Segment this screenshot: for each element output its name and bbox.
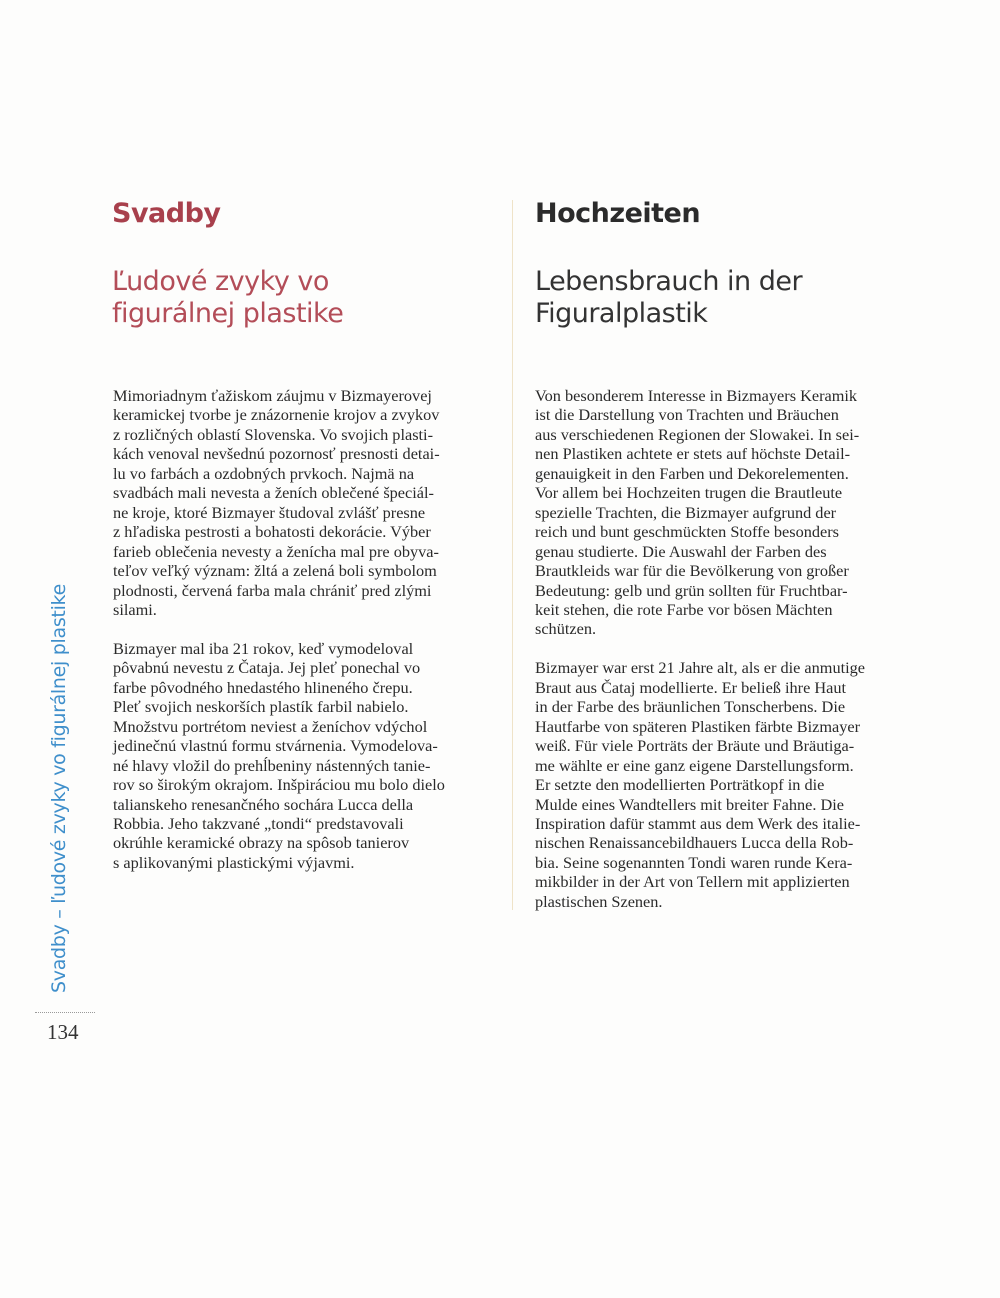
text-line: schützen.: [535, 619, 597, 639]
subtitle-line: figurálnej plastike: [112, 298, 344, 329]
text-line: s aplikovanými plastickými výjavmi.: [113, 852, 355, 872]
subtitle-line: Lebensbrauch in der: [535, 266, 803, 297]
paragraph: [535, 658, 865, 911]
text-line: mikbilder in der Art von Tellern mit applizierten: [535, 872, 850, 892]
left-subtitle: [112, 266, 343, 330]
text-line: pôvabnú nevestu z Čataja. Jej pleť ponechal vo: [113, 658, 421, 678]
text-line: né hlavy vložil do prehĺbeniny nástenných tanie-: [113, 755, 431, 775]
page-number: 134: [47, 1020, 79, 1044]
text-line: in der Farbe des bräunlichen Tonscherbens. Die: [535, 697, 846, 717]
text-line: plodnosti, červená farba mala chrániť pred zlými: [113, 580, 432, 600]
left-column-text: [113, 386, 445, 892]
text-line: reich und bunt geschmückten Stoffe besonders: [535, 522, 839, 542]
text-line: Von besonderem Interesse in Bizmayers Keramik: [535, 386, 858, 405]
text-line: genau studierte. Die Auswahl der Farben des: [535, 541, 827, 561]
text-line: Hautfarbe von späteren Plastiken färbte Bizmayer: [535, 716, 861, 736]
text-line: Inspiration dafür stammt aus dem Werk des italie-: [535, 813, 861, 833]
text-line: rov so širokým okrajom. Inšpiráciou mu bolo dielo: [113, 775, 445, 795]
text-line: keramickej tvorbe je znázornenie krojov a zvykov: [113, 405, 440, 425]
text-line: farbe pôvodného hnedastého hlineného črepu.: [113, 677, 413, 697]
text-line: lu vo farbách a ozdobných prvkoch. Najmä na: [113, 463, 415, 483]
subtitle-line: Ľudové zvyky vo: [112, 266, 329, 297]
paragraph: [535, 386, 865, 639]
paragraph: [113, 386, 445, 619]
text-line: ist die Darstellung von Trachten und Bräuchen: [535, 405, 839, 425]
text-line: aus verschiedenen Regionen der Slowakei. In sei-: [535, 424, 860, 444]
text-line: Robbia. Jeho takzvané „tondi“ predstavovali: [113, 813, 404, 833]
text-line: Brautkleids war für die Bevölkerung von großer: [535, 561, 849, 581]
text-line: weiß. Für viele Porträts der Bräute und Bräutiga-: [535, 736, 855, 756]
text-line: Bizmayer mal iba 21 rokov, keď vymodeloval: [113, 638, 414, 658]
text-line: nen Plastiken achtete er stets auf höchste Detail-: [535, 444, 851, 464]
paragraph: [113, 639, 445, 872]
text-line: z rozličných oblastí Slovenska. Vo svojich plasti-: [113, 424, 434, 444]
right-column-text: [535, 386, 865, 931]
text-line: Mimoriadnym ťažiskom záujmu v Bizmayerovej: [113, 386, 432, 405]
text-line: ne kroje, ktoré Bizmayer študoval zvlášť presne: [113, 502, 426, 522]
right-subtitle: [535, 266, 802, 330]
text-line: plastischen Szenen.: [535, 891, 663, 911]
subtitle-line: Figuralplastik: [535, 298, 708, 329]
left-title: Svadby: [112, 198, 221, 229]
text-line: nischen Renaissancebildhauers Lucca della Rob-: [535, 833, 854, 853]
text-line: Pleť svojich neskorších plastík farbil nabielo.: [113, 697, 409, 717]
running-title: Svadby – ľudové zvyky vo figurálnej plastike: [48, 584, 70, 993]
text-line: z hľadiska pestrosti a bohatosti dekorácie. Výber: [113, 522, 431, 542]
text-line: genauigkeit in den Farben und Dekorelementen.: [535, 463, 849, 483]
text-line: kách venoval nevšednú pozornosť presnosti detai-: [113, 444, 440, 464]
right-title: Hochzeiten: [535, 198, 701, 229]
dotted-rule: [35, 1012, 95, 1013]
text-line: Množstvu portrétom neviest a ženíchov vdýchol: [113, 716, 428, 736]
text-line: talianskeho renesančného sochára Lucca della: [113, 794, 414, 814]
text-line: silami.: [113, 599, 157, 619]
text-line: bia. Seine sogenannten Tondi waren runde Kera-: [535, 852, 853, 872]
text-line: me wählte er eine ganz eigene Darstellungsform.: [535, 755, 854, 775]
text-line: okrúhle keramické obrazy na spôsob tanierov: [113, 833, 410, 853]
text-line: teľov veľký význam: žltá a zelená boli symbolom: [113, 561, 437, 581]
text-line: spezielle Trachten, die Bizmayer aufgrund der: [535, 502, 837, 522]
text-line: keit stehen, die rote Farbe vor bösen Mächten: [535, 599, 833, 619]
text-line: svadbách mali nevesta a ženích oblečené špeciál-: [113, 483, 434, 503]
text-line: Braut aus Čataj modellierte. Er beließ ihre Haut: [535, 677, 847, 697]
text-line: jedinečnú vlastnú formu stvárnenia. Vymodelova-: [113, 736, 438, 756]
text-line: farieb oblečenia nevesty a ženícha mal pre obyva-: [113, 541, 439, 561]
text-line: Mulde eines Wandtellers mit breiter Fahne. Die: [535, 794, 845, 814]
text-line: Bizmayer war erst 21 Jahre alt, als er die anmutige: [535, 658, 866, 678]
column-divider: [512, 200, 513, 910]
text-line: Er setzte den modellierten Porträtkopf in die: [535, 775, 825, 795]
text-line: Bedeutung: gelb und grün sollten für Fruchtbar-: [535, 580, 848, 600]
text-line: Vor allem bei Hochzeiten trugen die Brautleute: [535, 483, 843, 503]
